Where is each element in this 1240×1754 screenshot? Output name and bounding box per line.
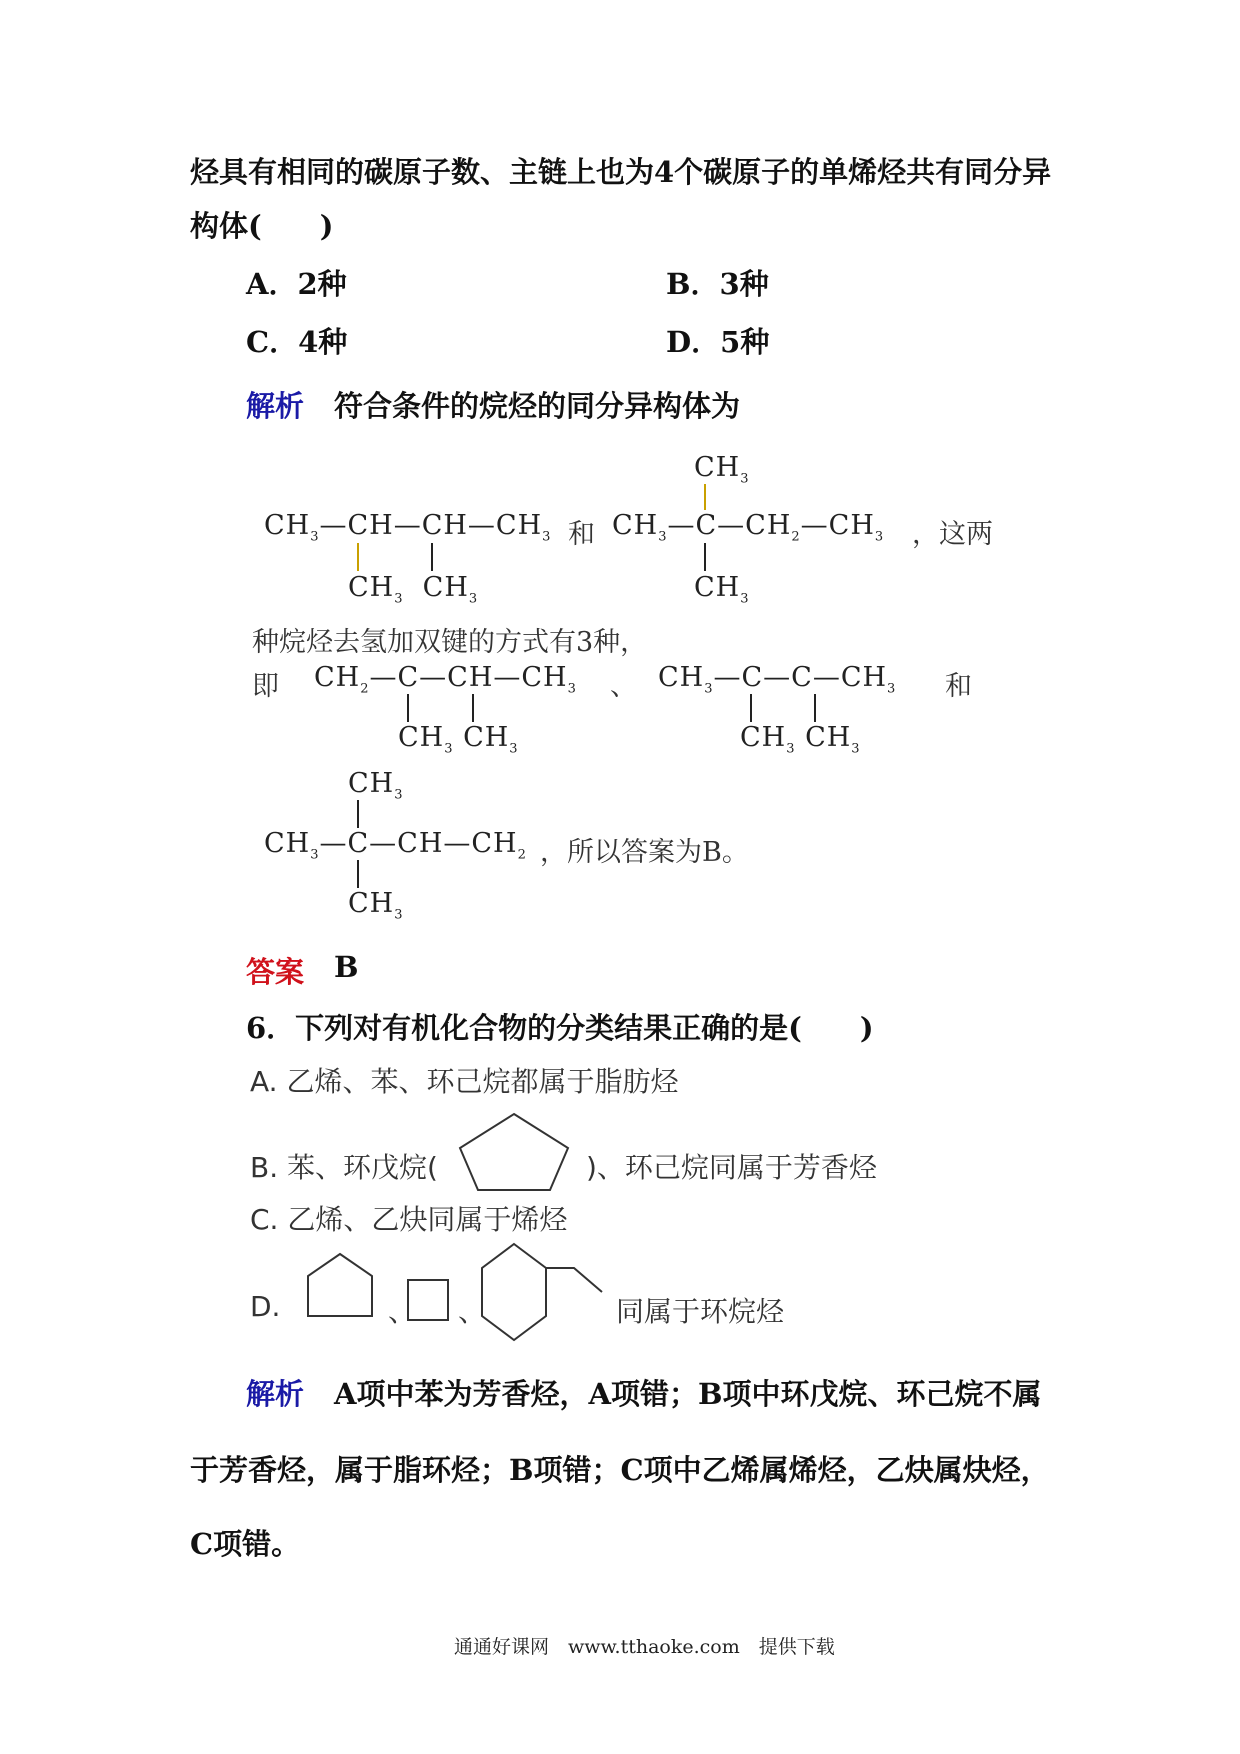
analysis6-line3: C项错。 <box>190 1527 301 1561</box>
q6-option-b-pre: B. 苯、环戊烷( <box>250 1151 438 1184</box>
q5-option-c: C．4种 <box>246 325 348 359</box>
q5-stem-line2: 构体( ) <box>190 209 334 243</box>
sep-1: 、 <box>610 671 637 702</box>
cyclobutane-icon <box>404 1276 454 1326</box>
analysis5-tail2: ，所以答案为B。 <box>540 837 749 868</box>
and-word-1: 和 <box>568 519 595 550</box>
footer-text: 通通好课网 www.tthaoke.com 提供下载 <box>454 1636 835 1658</box>
methylcyclohexane-icon <box>478 1240 608 1346</box>
analysis6-line2: 于芳香烃，属于脂环烃；B项错；C项中乙烯属烯烃，乙炔属炔烃， <box>190 1453 1050 1487</box>
q6-option-d-sep1: 、 <box>388 1295 417 1328</box>
q6-option-d-sep2: 、 <box>458 1295 487 1328</box>
analysis5-line-b: 种烷烃去氢加双键的方式有3种， <box>252 627 648 658</box>
q5-option-b: B．3种 <box>666 267 769 301</box>
q6-option-c: C. 乙烯、乙炔同属于烯烃 <box>250 1203 568 1236</box>
analysis5-tail1: ，这两 <box>912 519 993 550</box>
q5-option-d: D．5种 <box>666 325 770 359</box>
q6-option-d-label: D. <box>250 1290 281 1323</box>
analysis5-intro: 符合条件的烷烃的同分异构体为 <box>334 389 741 423</box>
q6-stem: 6．下列对有机化合物的分类结果正确的是( ) <box>246 1011 874 1045</box>
q5-stem-line1: 烃具有相同的碳原子数、主链上也为4个碳原子的单烯烃共有同分异 <box>190 155 1052 189</box>
answer5-label: 答案 <box>246 955 305 989</box>
ji-word: 即 <box>252 671 279 702</box>
analysis6-line1: A项中苯为芳香烃，A项错；B项中环戊烷、环己烷不属 <box>334 1377 1042 1411</box>
cyclopentane-icon <box>458 1110 578 1194</box>
answer5-value: B <box>334 950 359 984</box>
and-word-2: 和 <box>945 671 972 702</box>
q6-option-b-post: )、环己烷同属于芳香烃 <box>586 1151 877 1184</box>
analysis6-label: 解析 <box>246 1377 305 1411</box>
analysis5-label: 解析 <box>246 389 305 423</box>
cyclopentane-small-icon <box>304 1250 376 1322</box>
q5-option-a: A．2种 <box>246 267 347 301</box>
q6-option-a: A. 乙烯、苯、环己烷都属于脂肪烃 <box>250 1065 679 1098</box>
q6-option-d-tail: 同属于环烷烃 <box>616 1295 785 1328</box>
